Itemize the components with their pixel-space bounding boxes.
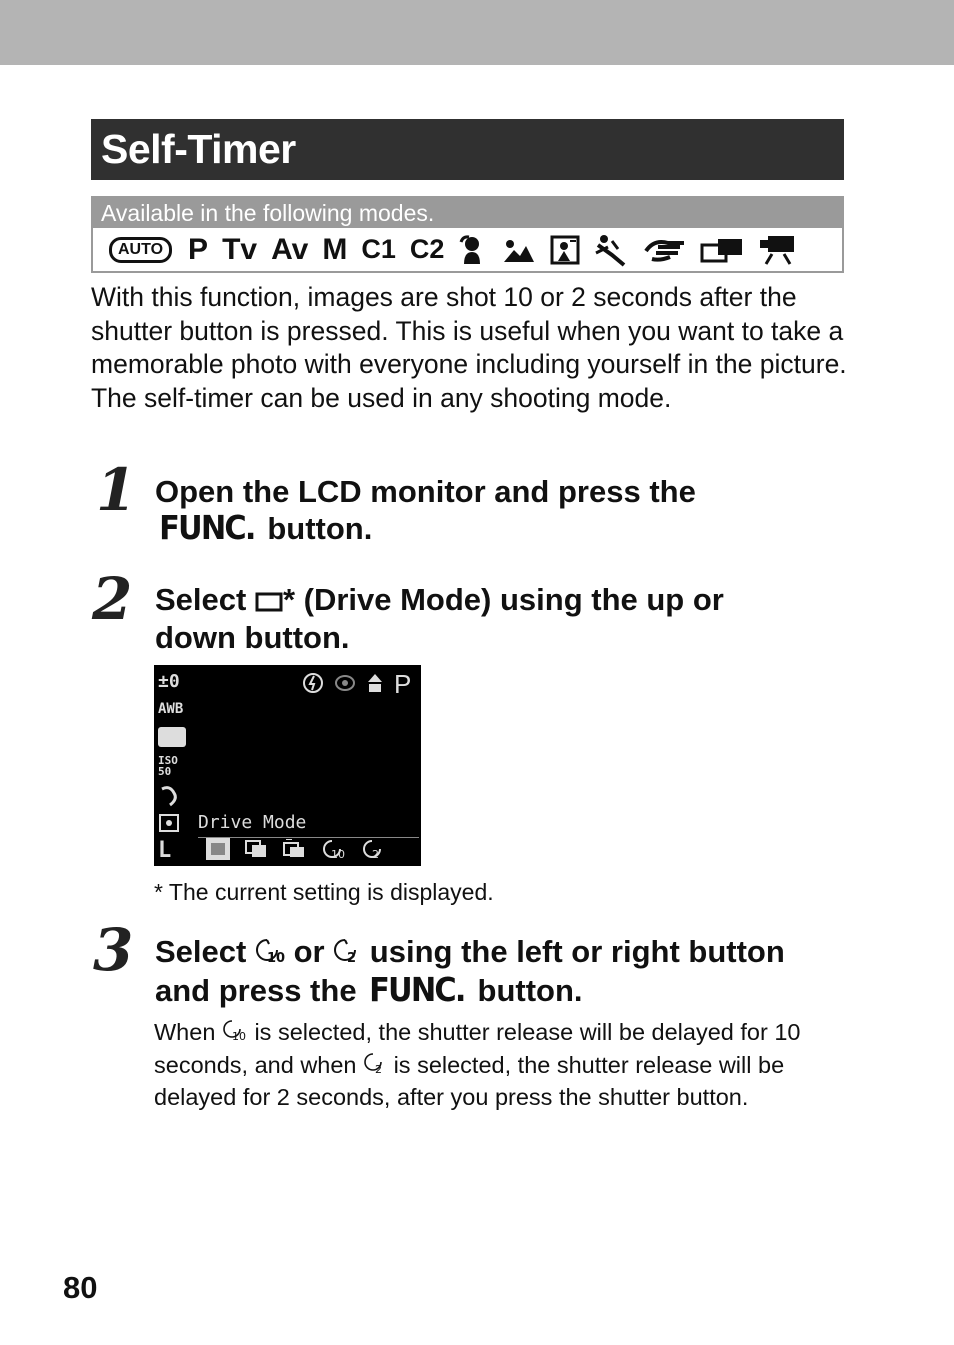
shutter-priority-icon: Tv (222, 232, 258, 266)
step1-line1: Open the LCD monitor and press the (155, 474, 696, 509)
flash-off-icon (302, 672, 324, 698)
step-title-1 (155, 474, 855, 547)
single-shot-option-icon (206, 838, 230, 864)
svg-text:2: 2 (375, 1062, 383, 1075)
self-timer-10-option-icon (320, 838, 346, 864)
white-balance: AWB (158, 701, 184, 717)
lcd-screen (154, 665, 421, 866)
manual-mode-icon: M (322, 232, 348, 266)
step-number-3: 3 (93, 916, 134, 984)
self-timer-10-icon (255, 936, 285, 972)
image-size: L (158, 838, 172, 863)
drive-mode-options (198, 837, 419, 864)
step2-pre: Select (155, 582, 255, 617)
red-eye-icon (334, 674, 356, 696)
func-label-2: FUNC. (369, 969, 465, 1009)
movie-icon (758, 228, 796, 271)
self-timer-2-option-icon (360, 838, 384, 864)
desc-part3: is selected, the shutter release will be delayed for 2 seconds, after you press the shutter button. (154, 1051, 785, 1111)
header-band (0, 0, 954, 65)
slow-shutter-icon (644, 228, 686, 271)
custom1-icon: C1 (361, 234, 396, 264)
status-icons (302, 669, 411, 700)
step3-mid: or (284, 934, 334, 969)
step1-after: button. (258, 511, 373, 546)
metering-icon (158, 813, 180, 837)
intro-paragraph: With this function, images are shot 10 or 2 seconds after the shutter button is pressed. This is useful when you want to take a memorable photo with everyone including yourself in the picture. The self-timer can be used in any shooting mode. (91, 282, 847, 413)
step3-description (154, 1017, 844, 1113)
step-title-2 (155, 582, 855, 656)
exposure-value: ±0 (158, 671, 180, 692)
auto-mode-icon: AUTO (109, 237, 172, 263)
svg-text:10: 10 (331, 848, 345, 860)
step-number-2: 2 (92, 565, 133, 633)
portrait-icon (458, 228, 488, 271)
continuous-option-icon (244, 839, 268, 863)
high-speed-continuous-icon (282, 839, 306, 863)
svg-text:10: 10 (231, 1030, 246, 1043)
drive-mode-label: Drive Mode (198, 812, 307, 833)
page-title: Self-Timer (101, 126, 296, 172)
step-number-1: 1 (96, 456, 137, 524)
self-timer-10-inline-icon (222, 1018, 248, 1050)
drive-mode-selected-icon (158, 727, 186, 747)
svg-text:2: 2 (347, 950, 357, 964)
func-label: FUNC. (159, 508, 255, 547)
desc-part2: is selected, the shutter release will be delayed for 10 seconds, and when (154, 1019, 801, 1078)
step3-line2post: button. (468, 972, 583, 1008)
step3-pre: Select (155, 934, 255, 969)
modes-row (93, 228, 842, 271)
shooting-mode-letter: P (394, 669, 412, 699)
landscape-icon (502, 228, 536, 271)
single-shot-icon (255, 584, 283, 620)
title-bar (91, 119, 844, 180)
custom2-icon: C2 (409, 234, 445, 264)
step2-post: * (Drive Mode) using the up or (282, 582, 724, 617)
aperture-priority-icon: Av (271, 232, 309, 266)
fast-shutter-icon (594, 228, 630, 271)
step-title-3 (155, 934, 855, 1009)
modes-box (91, 196, 844, 273)
self-timer-2-icon (333, 936, 361, 972)
svg-text:2: 2 (372, 848, 379, 860)
step3-post: using the left or right button (361, 934, 785, 969)
step3-line2pre: and press the (155, 972, 366, 1008)
svg-text:10: 10 (266, 950, 285, 964)
record-mode-icon (366, 672, 384, 698)
footnote: * The current setting is displayed. (154, 879, 494, 905)
effect-off-icon (158, 785, 182, 811)
page-number: 80 (63, 1270, 98, 1305)
desc-part1: When (154, 1019, 222, 1045)
stitch-assist-icon (700, 228, 744, 271)
modes-heading: Available in the following modes. (93, 198, 842, 228)
iso-setting: ISO 50 (158, 754, 178, 778)
self-timer-2-inline-icon (363, 1051, 387, 1083)
step2-line2: down button. (155, 619, 350, 655)
program-mode-icon: P (188, 232, 209, 266)
night-scene-icon (550, 228, 580, 271)
